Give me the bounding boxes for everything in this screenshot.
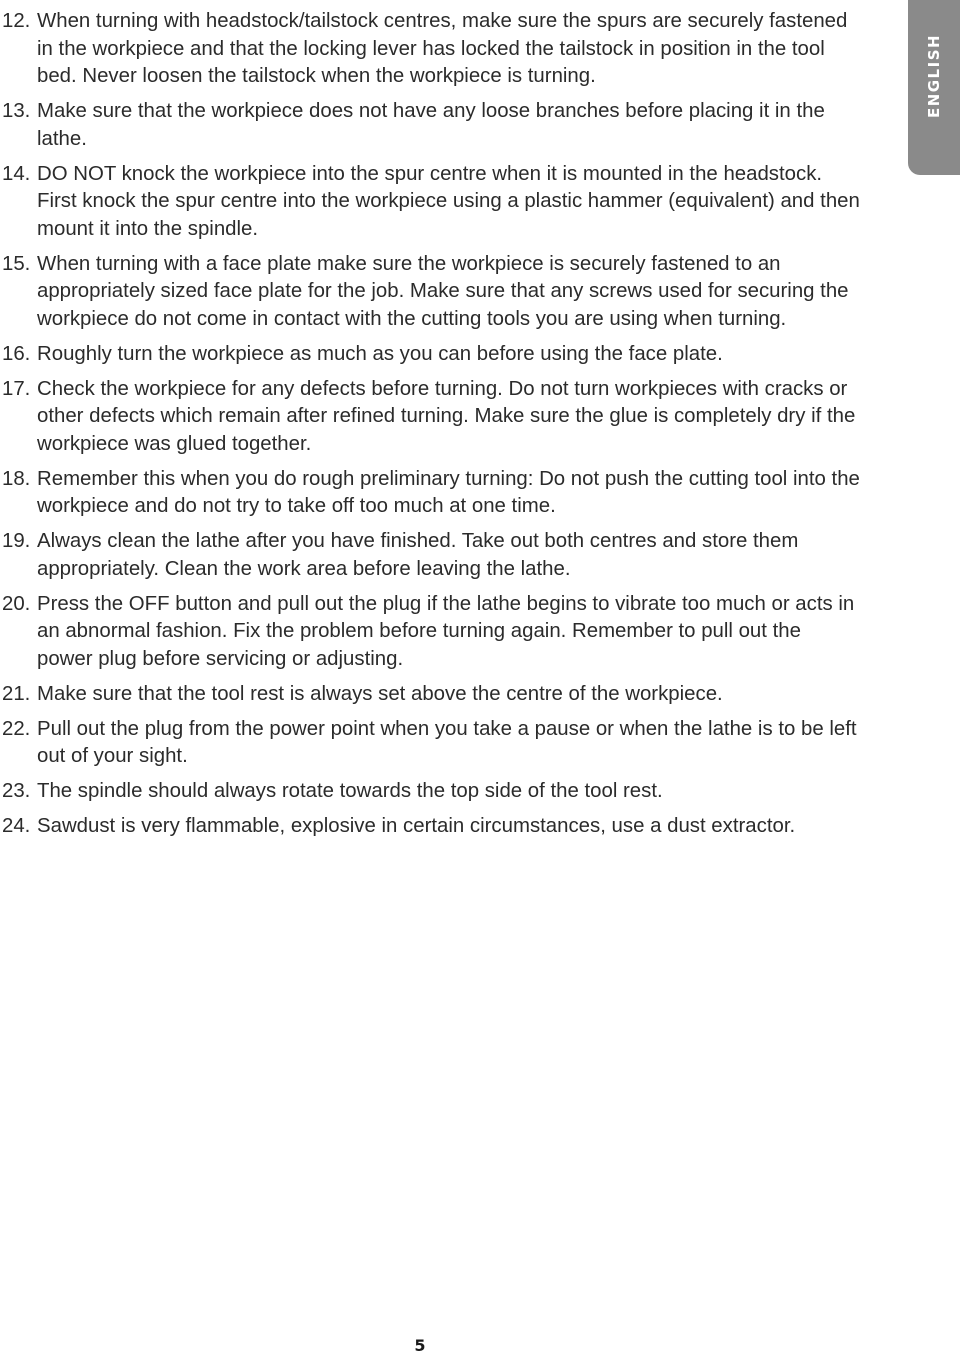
item-text: Roughly turn the workpiece as much as you can before using the face plate. [37,342,723,365]
item-text: Remember this when you do rough preliminary turning: Do not push the cutting tool into the workpiece and do not try to take off too much at one time. [37,467,860,517]
list-item [2,251,862,334]
item-text: Always clean the lathe after you have finished. Take out both centres and store them appropriately. Clean the work area before leaving the lathe. [37,530,799,580]
item-number: 18. [2,467,31,490]
list-item [2,376,862,459]
item-number: 20. [2,592,31,615]
page-number: 5 [414,1336,426,1355]
item-number: 24. [2,815,31,837]
item-text: Pull out the plug from the power point when you take a pause or when the lathe is to be left out of your sight. [37,717,857,767]
list-item [2,528,862,583]
item-text: Check the workpiece for any defects before turning. Do not turn workpieces with cracks or other defects which remain after refined turning. Make sure the glue is completely dry if the workpiece was glued together. [37,377,856,455]
item-number: 22. [2,717,31,740]
item-number: 16. [2,342,31,365]
item-text: Sawdust is very flammable, explosive in certain circumstances, use a dust extractor. [37,815,796,837]
safety-instructions-list [2,8,862,848]
list-item [2,466,862,521]
item-text: Make sure that the workpiece does not have any loose branches before placing it in the lathe. [37,100,825,150]
item-number: 23. [2,780,31,802]
item-text: The spindle should always rotate towards the top side of the tool rest. [37,780,663,802]
list-item [2,341,862,369]
item-text: DO NOT knock the workpiece into the spur centre when it is mounted in the headstock. First knock the spur centre into the workpiece using a plastic hammer (equivalent) and then mount it into the spindle. [37,162,860,240]
list-item [2,716,862,771]
language-tab [908,0,960,175]
list-item [2,778,862,806]
list-item [2,591,862,674]
list-item [2,681,862,709]
item-number: 21. [2,682,31,705]
item-text: Press the OFF button and pull out the plug if the lathe begins to vibrate too much or acts in an abnormal fashion. Fix the problem before turning again. Remember to pull out the power plug before servicing or adjusting. [37,592,855,670]
list-item [2,161,862,244]
item-number: 19. [2,530,31,552]
item-text: When turning with a face plate make sure the workpiece is securely fastened to an appropriately sized face plate for the job. Make sure that any screws used for securing the workpiece do not come in contact with the cutting tools you are using when turning. [37,252,849,330]
list-item [2,8,862,91]
item-number: 12. [2,10,31,32]
language-tab-label: ENGLISH [925,33,943,119]
item-text: When turning with headstock/tailstock centres, make sure the spurs are securely fastened in the workpiece and that the locking lever has locked the tailstock in position in the tool bed. Never loosen the tailstock when the workpiece is turning. [37,10,848,87]
item-number: 17. [2,377,31,400]
item-text: Make sure that the tool rest is always set above the centre of the workpiece. [37,682,723,705]
item-number: 14. [2,162,31,185]
list-item [2,98,862,153]
list-item [2,813,862,841]
item-number: 15. [2,252,31,275]
item-number: 13. [2,100,31,122]
